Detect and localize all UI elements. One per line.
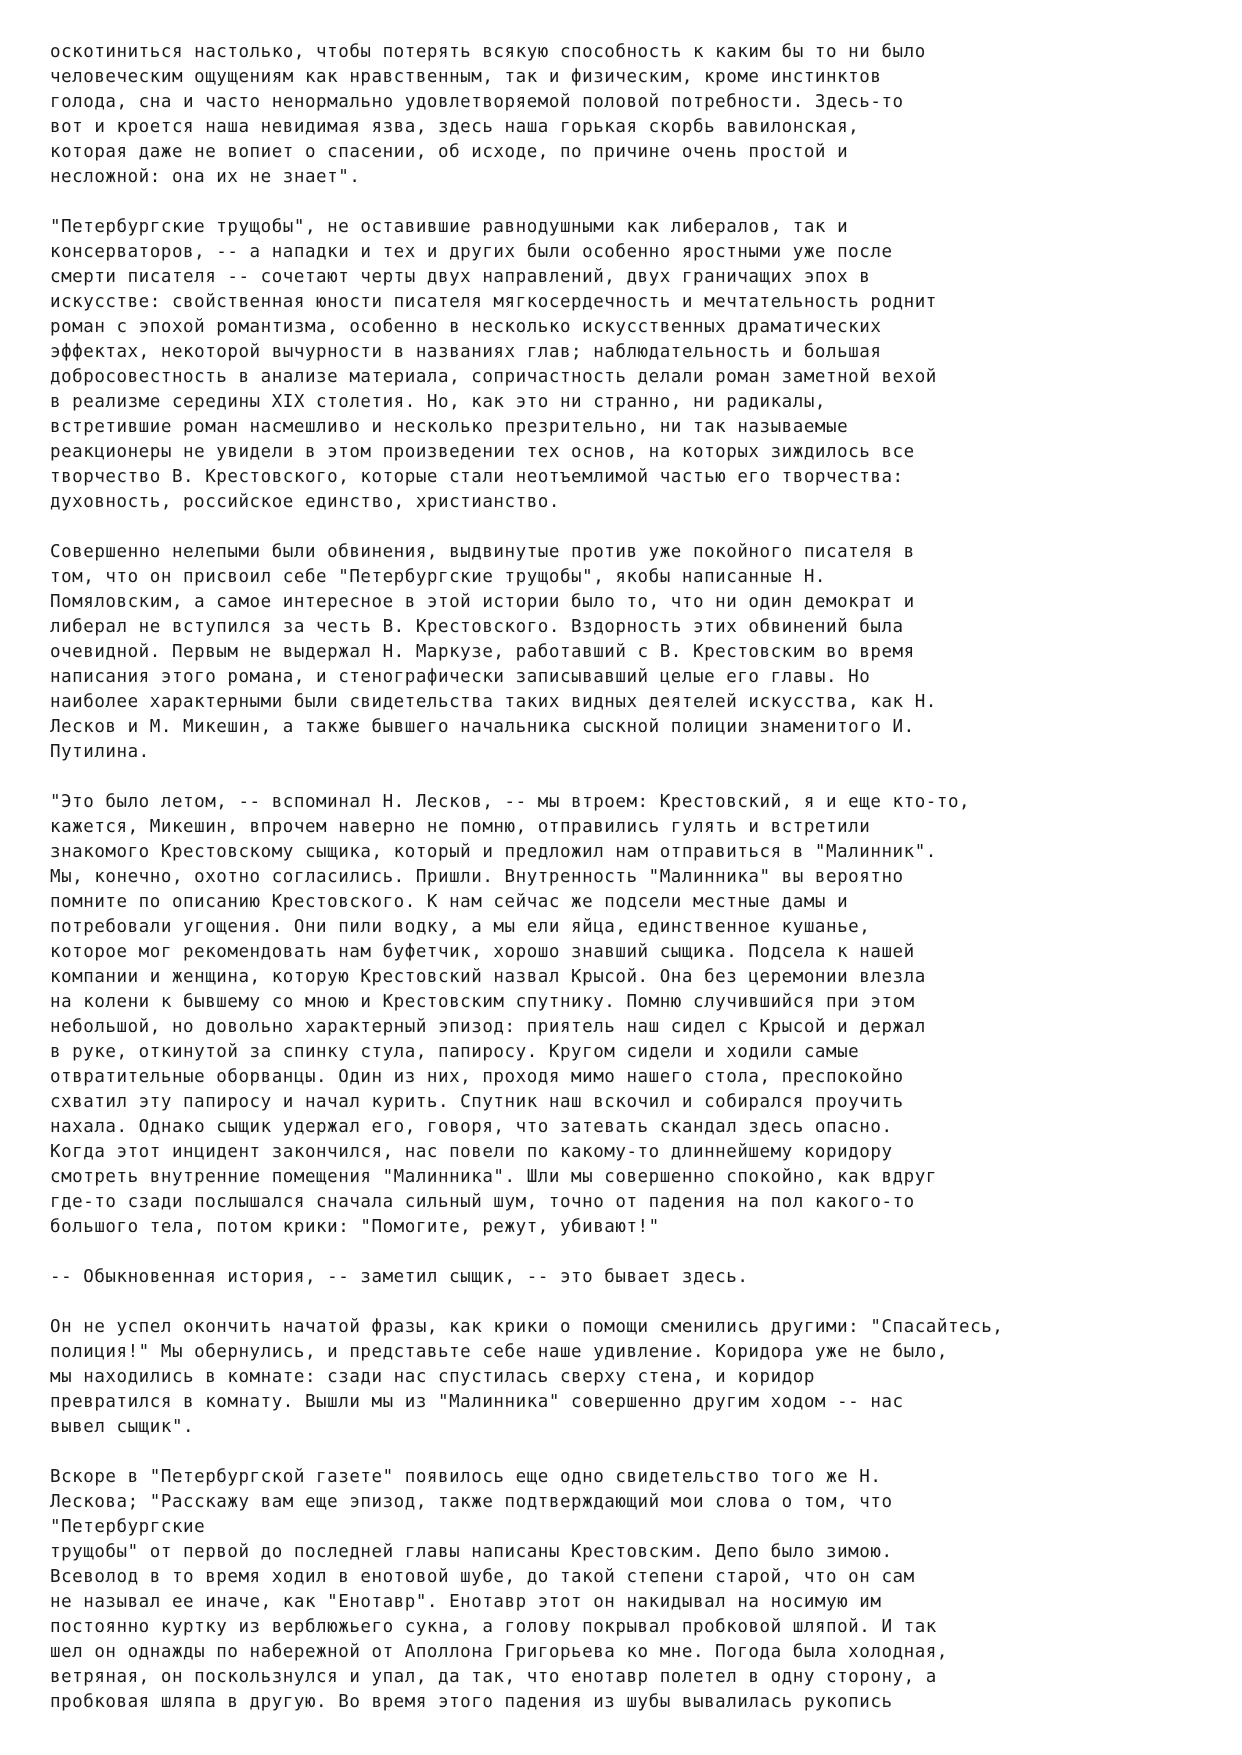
text-line: голода, сна и часто ненормально удовлетворяемой половой потребности. Здесь-то bbox=[50, 92, 904, 112]
text-line: роман с эпохой романтизма, особенно в несколько искусственных драматических bbox=[50, 317, 882, 337]
text-line: где-то сзади послышался сначала сильный шум, точно от падения на пол какого-то bbox=[50, 1192, 915, 1212]
text-line: Лесков и М. Микешин, а также бывшего начальника сыскной полиции знаменитого И. bbox=[50, 717, 915, 737]
text-line: в руке, откинутой за спинку стула, папиросу. Кругом сидели и ходили самые bbox=[50, 1042, 860, 1062]
paragraph bbox=[50, 540, 1230, 765]
text-line: Он не успел окончить начатой фразы, как крики о помощи сменились другими: "Спасайтесь, bbox=[50, 1317, 1004, 1337]
text-line: эффектах, некоторой вычурности в названиях глав; наблюдательность и большая bbox=[50, 342, 882, 362]
paragraph bbox=[50, 1315, 1230, 1440]
text-line: человеческим ощущениям как нравственным, так и физическим, кроме инстинктов bbox=[50, 67, 882, 87]
text-line: знакомого Крестовскому сыщика, который и предложил нам отправиться в "Малинник". bbox=[50, 842, 937, 862]
text-line: -- Обыкновенная история, -- заметил сыщик, -- это бывает здесь. bbox=[50, 1267, 749, 1287]
text-line: не называл ее иначе, как "Енотавр". Енотавр этот он накидывал на носимую им bbox=[50, 1592, 882, 1612]
text-line: вывел сыщик". bbox=[50, 1417, 195, 1437]
text-line: либерал не вступился за честь В. Крестовского. Вздорность этих обвинений была bbox=[50, 617, 904, 637]
text-line: смотреть внутренние помещения "Малинника". Шли мы совершенно спокойно, как вдруг bbox=[50, 1167, 937, 1187]
text-line: Помяловским, а самое интересное в этой истории было то, что ни один демократ и bbox=[50, 592, 915, 612]
text-line: шел он однажды по набережной от Аполлона Григорьева ко мне. Погода была холодная, bbox=[50, 1642, 948, 1662]
text-line: реакционеры не увидели в этом произведении тех основ, на которых зиждилось все bbox=[50, 442, 915, 462]
text-line: Всеволод в то время ходил в енотовой шубе, до такой степени старой, что он сам bbox=[50, 1567, 915, 1587]
text-line: полиция!" Мы обернулись, и представьте себе наше удивление. Коридора уже не было, bbox=[50, 1342, 948, 1362]
text-line: духовность, российское единство, христианство. bbox=[50, 492, 560, 512]
text-line: добросовестность в анализе материала, сопричастность делали роман заметной вехой bbox=[50, 367, 937, 387]
text-line: отвратительные оборванцы. Один из них, проходя мимо нашего стола, преспокойно bbox=[50, 1067, 904, 1087]
text-line: искусстве: свойственная юности писателя мягкосердечность и мечтательность роднит bbox=[50, 292, 937, 312]
text-line: Вскоре в "Петербургской газете" появилось еще одно свидетельство того же Н. bbox=[50, 1467, 882, 1487]
text-line: оскотиниться настолько, чтобы потерять всякую способность к каким бы то ни было bbox=[50, 42, 926, 62]
text-line: большого тела, потом крики: "Помогите, режут, убивают!" bbox=[50, 1217, 660, 1237]
text-line: трущобы" от первой до последней главы написаны Крестовским. Депо было зимою. bbox=[50, 1542, 893, 1562]
text-line: творчество В. Крестовского, которые стали неотъемлимой частью его творчества: bbox=[50, 467, 904, 487]
text-line: превратился в комнату. Вышли мы из "Малинника" совершенно другим ходом -- нас bbox=[50, 1392, 904, 1412]
document-page bbox=[50, 40, 1230, 1740]
text-line: вот и кроется наша невидимая язва, здесь наша горькая скорбь вавилонская, bbox=[50, 117, 860, 137]
text-line: мы находились в комнате: сзади нас спустилась сверху стена, и коридор bbox=[50, 1367, 815, 1387]
paragraph bbox=[50, 40, 1230, 190]
text-line: кажется, Микешин, впрочем наверно не помню, отправились гулять и встретили bbox=[50, 817, 871, 837]
text-line: Лескова; "Расскажу вам еще эпизод, также подтверждающий мои слова о том, что bbox=[50, 1492, 893, 1512]
text-line: которая даже не вопиет о спасении, об исходе, по причине очень простой и bbox=[50, 142, 849, 162]
text-line: Путилина. bbox=[50, 742, 150, 762]
text-line: наиболее характерными были свидетельства таких видных деятелей искусства, как Н. bbox=[50, 692, 937, 712]
paragraph bbox=[50, 215, 1230, 515]
text-line: на колени к бывшему со мною и Крестовским спутнику. Помню случившийся при этом bbox=[50, 992, 915, 1012]
text-line: Когда этот инцидент закончился, нас повели по какому-то длиннейшему коридору bbox=[50, 1142, 893, 1162]
text-line: ветряная, он поскользнулся и упал, да так, что енотавр полетел в одну сторону, а bbox=[50, 1667, 937, 1687]
text-line: схватил эту папиросу и начал курить. Спутник наш вскочил и собирался проучить bbox=[50, 1092, 904, 1112]
paragraph bbox=[50, 1265, 1230, 1290]
text-line: в реализме середины XIX столетия. Но, как это ни странно, ни радикалы, bbox=[50, 392, 827, 412]
text-line: Мы, конечно, охотно согласились. Пришли. Внутренность "Малинника" вы вероятно bbox=[50, 867, 904, 887]
text-line: консерваторов, -- а нападки и тех и других были особенно яростными уже после bbox=[50, 242, 893, 262]
text-line: "Петербургские трущобы", не оставившие равнодушными как либералов, так и bbox=[50, 217, 849, 237]
text-line: небольшой, но довольно характерный эпизод: приятель наш сидел с Крысой и держал bbox=[50, 1017, 926, 1037]
paragraph bbox=[50, 790, 1230, 1240]
text-line: "Петербургские bbox=[50, 1517, 206, 1537]
paragraph bbox=[50, 1465, 1230, 1715]
text-line: компании и женщина, которую Крестовский назвал Крысой. Она без церемонии влезла bbox=[50, 967, 926, 987]
text-line: Совершенно нелепыми были обвинения, выдвинутые против уже покойного писателя в bbox=[50, 542, 915, 562]
text-line: потребовали угощения. Они пили водку, а мы ели яйца, единственное кушанье, bbox=[50, 917, 871, 937]
text-line: несложной: она их не знает". bbox=[50, 167, 361, 187]
text-line: пробковая шляпа в другую. Во время этого падения из шубы вывалилась рукопись bbox=[50, 1692, 893, 1712]
text-line: постоянно куртку из верблюжьего сукна, а голову покрывал пробковой шляпой. И так bbox=[50, 1617, 937, 1637]
text-line: встретившие роман насмешливо и несколько презрительно, ни так называемые bbox=[50, 417, 849, 437]
text-line: смерти писателя -- сочетают черты двух направлений, двух граничащих эпох в bbox=[50, 267, 871, 287]
text-line: очевидной. Первым не выдержал Н. Маркузе, работавший с В. Крестовским во время bbox=[50, 642, 915, 662]
text-line: помните по описанию Крестовского. К нам сейчас же подсели местные дамы и bbox=[50, 892, 849, 912]
text-line: том, что он присвоил себе "Петербургские трущобы", якобы написанные Н. bbox=[50, 567, 827, 587]
text-line: которое мог рекомендовать нам буфетчик, хорошо знавший сыщика. Подсела к нашей bbox=[50, 942, 915, 962]
text-line: написания этого романа, и стенографически записывавший целые его главы. Но bbox=[50, 667, 871, 687]
text-line: нахала. Однако сыщик удержал его, говоря, что затевать скандал здесь опасно. bbox=[50, 1117, 893, 1137]
text-line: "Это было летом, -- вспоминал Н. Лесков, -- мы втроем: Крестовский, я и еще кто-то, bbox=[50, 792, 971, 812]
